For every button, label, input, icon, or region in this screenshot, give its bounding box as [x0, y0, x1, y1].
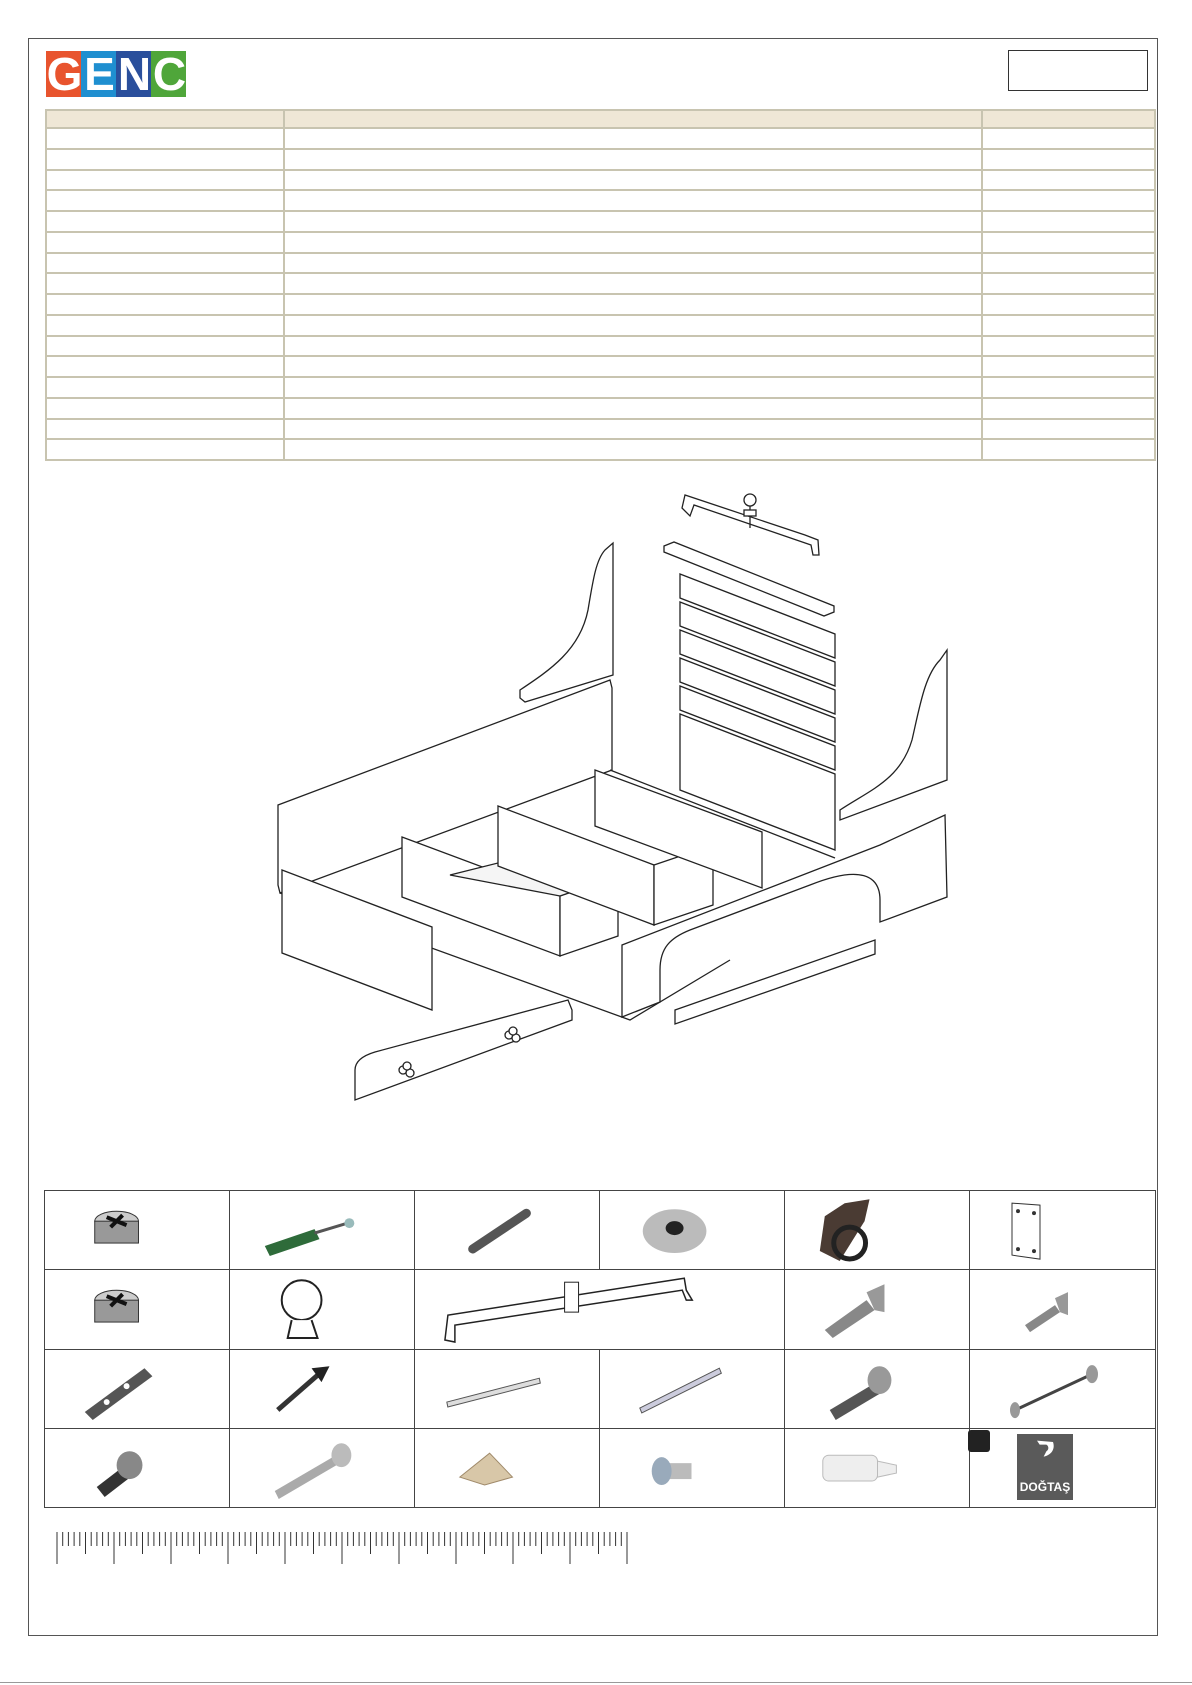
hw-cell-ring-pull [785, 1191, 970, 1270]
bolt-icon [785, 1350, 969, 1428]
knob-icon [230, 1270, 414, 1348]
measuring-ruler [55, 1530, 630, 1570]
table-row [46, 356, 1155, 377]
headboard-slats [680, 574, 835, 850]
table-cell [284, 377, 982, 398]
table-row [46, 273, 1155, 294]
table-cell [46, 149, 284, 170]
drawer-runner-long-icon [600, 1350, 784, 1428]
logo-letter-g: G [46, 51, 81, 97]
right-curved-panel [840, 650, 947, 820]
table-cell [982, 273, 1155, 294]
wood-screw-small-icon [970, 1270, 1155, 1348]
table-row [46, 149, 1155, 170]
table-cell [284, 128, 982, 149]
connector-bolt-icon [970, 1350, 1155, 1428]
table-cell [46, 419, 284, 440]
table-row [46, 211, 1155, 232]
top-rail-part [682, 494, 819, 555]
table-row [46, 232, 1155, 253]
table-cell [982, 190, 1155, 211]
table-cell [284, 294, 982, 315]
green-dowel-screw-icon [230, 1191, 414, 1269]
dogtas-brand-text: DOĞTAŞ [1019, 1480, 1071, 1494]
table-cell [284, 398, 982, 419]
bottom-strip-part [675, 940, 875, 1024]
hw-cell-cam-lock-2 [45, 1270, 230, 1349]
table-cell [284, 315, 982, 336]
table-row [46, 294, 1155, 315]
hw-cell-wood-screw-large [785, 1270, 970, 1349]
product-code-box [1008, 50, 1148, 91]
genc-logo [46, 51, 186, 97]
drywall-screw-icon [230, 1350, 414, 1428]
table-cell [46, 273, 284, 294]
left-curved-panel [520, 543, 613, 702]
hw-cell-machine-screw [45, 1428, 230, 1507]
bed-exploded-diagram [250, 490, 970, 1140]
drawer-front-part [355, 1000, 572, 1100]
table-cell [982, 315, 1155, 336]
table-cell [982, 398, 1155, 419]
short-bolt-icon [600, 1429, 784, 1507]
hw-cell-mounting-plate [970, 1191, 1156, 1270]
table-cell [284, 170, 982, 191]
table-cell [46, 398, 284, 419]
table-cell [982, 253, 1155, 274]
table-cell [284, 149, 982, 170]
table-cell [284, 356, 982, 377]
headboard-rail-icon [415, 1270, 784, 1348]
plastic-cap-icon [785, 1429, 969, 1507]
table-cell [284, 253, 982, 274]
brand-logo-icon [1017, 1434, 1073, 1478]
table-cell [46, 253, 284, 274]
machine-screw-icon [45, 1429, 229, 1507]
felt-pad-icon [600, 1191, 784, 1269]
table-cell [284, 419, 982, 440]
table-row [46, 170, 1155, 191]
dogtas-logo [1017, 1434, 1073, 1500]
hw-cell-short-bolt [600, 1428, 785, 1507]
table-cell [46, 377, 284, 398]
hw-cell-bolt [785, 1349, 970, 1428]
cam-lock-icon [45, 1191, 229, 1269]
long-screw-icon [230, 1429, 414, 1507]
page-bottom-rule [0, 1682, 1192, 1683]
hw-cell-drawer-runner-short [415, 1349, 600, 1428]
hardware-grid [44, 1190, 1156, 1508]
table-cell [284, 439, 982, 460]
table-row [46, 315, 1155, 336]
table-cell [284, 273, 982, 294]
hw-cell-wood-screw-small [970, 1270, 1156, 1349]
logo-letter-n: N [117, 51, 150, 97]
table-cell [46, 356, 284, 377]
hw-cell-felt-pad [600, 1191, 785, 1270]
hw-cell-headboard-rail [415, 1270, 785, 1349]
table-cell [982, 439, 1155, 460]
table-cell [284, 232, 982, 253]
table-cell [46, 294, 284, 315]
table-row [46, 398, 1155, 419]
table-row [46, 128, 1155, 149]
table-header [46, 110, 1155, 128]
table-cell [982, 232, 1155, 253]
connector-bracket-icon [45, 1350, 229, 1428]
table-cell [982, 211, 1155, 232]
table-cell [982, 149, 1155, 170]
hw-cell-knob [230, 1270, 415, 1349]
drawer-runner-short-icon [415, 1350, 599, 1428]
table-cell [982, 419, 1155, 440]
corner-block-icon [415, 1429, 599, 1507]
logo-letter-c: C [152, 51, 185, 97]
parts-list-table [45, 109, 1156, 461]
hw-cell-threaded-rod [415, 1191, 600, 1270]
table-cell [46, 336, 284, 357]
table-cell [46, 190, 284, 211]
hw-cell-connector-bracket [45, 1349, 230, 1428]
table-row [46, 377, 1155, 398]
hw-cell-long-screw [230, 1428, 415, 1507]
table-row [46, 190, 1155, 211]
wood-screw-large-icon [785, 1270, 969, 1348]
ring-pull-handle-icon [785, 1191, 969, 1269]
table-cell [46, 170, 284, 191]
logo-letter-e: E [81, 51, 116, 97]
table-cell [46, 439, 284, 460]
table-cell [46, 211, 284, 232]
hw-cell-corner-block [415, 1428, 600, 1507]
table-cell [982, 128, 1155, 149]
table-cell [284, 211, 982, 232]
table-row [46, 439, 1155, 460]
mounting-plate-icon [970, 1191, 1155, 1269]
hw-cell-green-dowel [230, 1191, 415, 1270]
threaded-rod-icon [415, 1191, 599, 1269]
cam-lock-icon [45, 1270, 229, 1348]
hw-cell-drywall-screw [230, 1349, 415, 1428]
table-cell [982, 170, 1155, 191]
hw-cell-connector-bolt [970, 1349, 1156, 1428]
table-cell [46, 315, 284, 336]
table-cell [982, 356, 1155, 377]
table-cell [46, 128, 284, 149]
table-row [46, 253, 1155, 274]
table-cell [284, 190, 982, 211]
table-cell [982, 336, 1155, 357]
hw-cell-plastic-cap [785, 1428, 970, 1507]
table-row [46, 336, 1155, 357]
table-row [46, 419, 1155, 440]
hw-cell-cam-lock [45, 1191, 230, 1270]
table-cell [46, 232, 284, 253]
table-cell [982, 294, 1155, 315]
hw-cell-drawer-runner-long [600, 1349, 785, 1428]
black-square-marker [968, 1430, 990, 1452]
table-cell [982, 377, 1155, 398]
table-cell [284, 336, 982, 357]
